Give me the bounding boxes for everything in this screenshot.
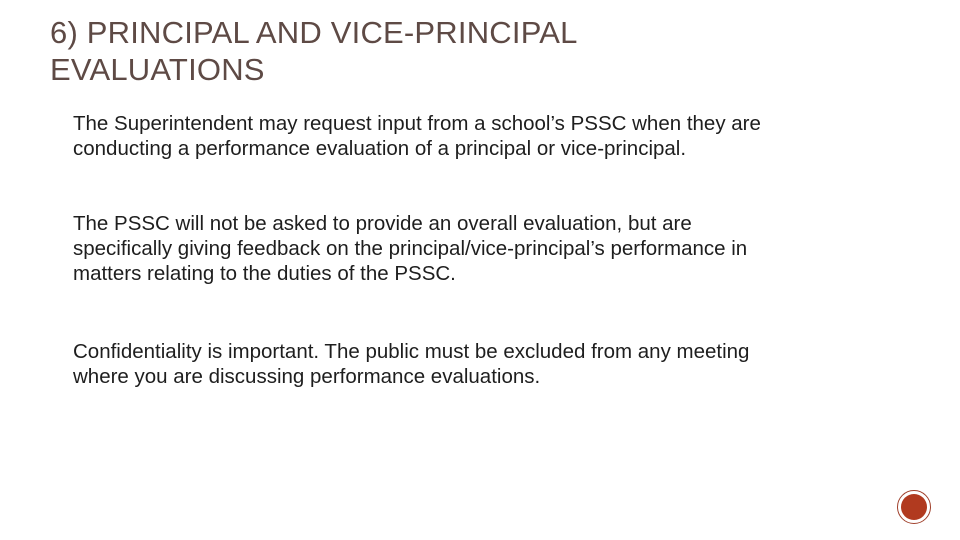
paragraph-line: specifically giving feedback on the principal/vice-principal’s performance in — [73, 237, 748, 260]
paragraph-line: matters relating to the duties of the PSSC. — [73, 262, 456, 285]
paragraph-superintendent-input — [73, 111, 903, 161]
paragraph-line: The PSSC will not be asked to provide an overall evaluation, but are — [73, 212, 692, 235]
paragraph-line: Confidentiality is important. The public must be excluded from any meeting — [73, 340, 750, 363]
slide-title — [50, 14, 910, 88]
slide-number-badge — [897, 490, 931, 524]
paragraph-line: conducting a performance evaluation of a principal or vice-principal. — [73, 137, 687, 160]
paragraph-line: where you are discussing performance evaluations. — [73, 365, 541, 388]
slide-title-line-2: EVALUATIONS — [50, 52, 265, 87]
slide-title-line-1: 6) PRINCIPAL AND VICE-PRINCIPAL — [50, 15, 578, 50]
paragraph-pssc-feedback — [73, 211, 903, 286]
paragraph-confidentiality — [73, 339, 903, 389]
paragraph-line: The Superintendent may request input from a school’s PSSC when they are — [73, 112, 761, 135]
slide-number — [901, 494, 927, 520]
